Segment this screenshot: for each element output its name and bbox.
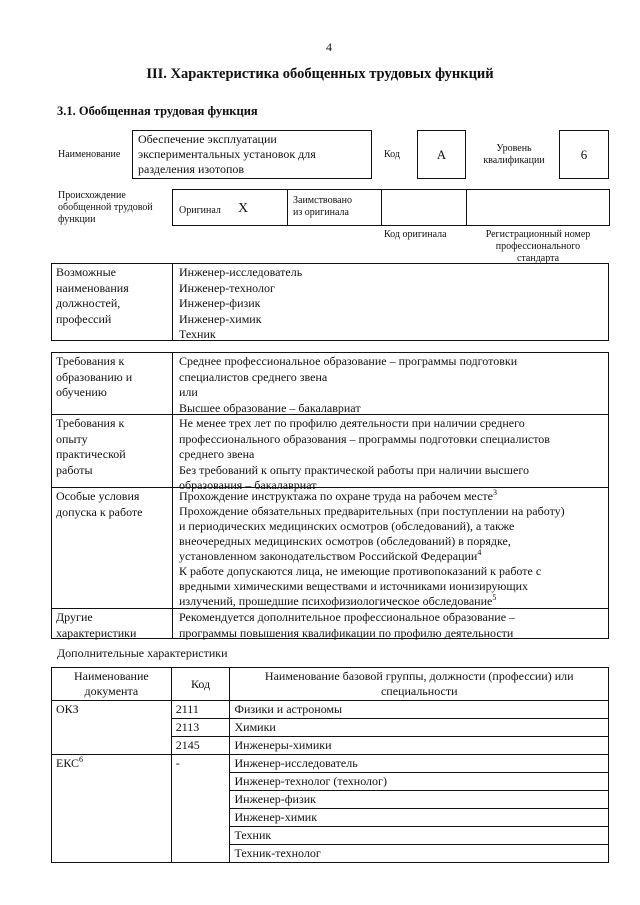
row-doc xyxy=(52,755,172,863)
special-conditions-value xyxy=(179,489,605,609)
row-doc-text: ОКЗ xyxy=(56,702,79,716)
special-conditions-line xyxy=(179,489,605,504)
row-name: Инженер-химик xyxy=(230,809,609,827)
education-label-line: образованию и xyxy=(56,369,133,384)
education-label-line: Требования к xyxy=(56,354,125,368)
special-conditions-line xyxy=(179,594,605,609)
row-code xyxy=(171,809,230,827)
header-name-line: Наименование базовой группы, должности (профессии) или xyxy=(264,669,574,683)
position-item: Инженер-физик xyxy=(179,296,261,310)
header-doc-line: Наименование xyxy=(73,669,149,683)
level-label-line: квалификации xyxy=(483,155,545,166)
original-label: Оригинал xyxy=(179,205,221,216)
function-name-line: Обеспечение эксплуатации xyxy=(138,132,277,146)
special-conditions-line: внеочередных медицинских осмотров (обследований) в порядке, xyxy=(179,534,511,548)
original-mark: X xyxy=(238,201,249,216)
other-label-line: Другие xyxy=(56,610,93,624)
footnote-ref: 5 xyxy=(492,593,497,602)
row-code xyxy=(171,845,230,863)
code-value: A xyxy=(436,147,447,162)
experience-label-line: Требования к xyxy=(56,416,125,430)
origin-label-line: обобщенной трудовой xyxy=(58,202,153,213)
additional-row xyxy=(52,755,609,773)
header-code: Код xyxy=(171,668,230,701)
qualification-level-label xyxy=(474,143,554,167)
row-code xyxy=(171,827,230,845)
origin-label-line: Происхождение xyxy=(58,190,126,201)
row-name: Инженер-исследователь xyxy=(230,755,609,773)
row-name: Физики и астрономы xyxy=(230,701,609,719)
row-name: Техник xyxy=(230,827,609,845)
additional-row xyxy=(52,701,609,719)
experience-value-line: Не менее трех лет по профилю деятельности при наличии среднего xyxy=(179,416,525,430)
header-doc xyxy=(52,668,172,701)
education-value xyxy=(179,354,605,416)
special-conditions-text: излучений, прошедшие психофизиологическое обследование xyxy=(179,594,493,608)
positions-list xyxy=(179,265,599,343)
experience-label-line: практической xyxy=(56,447,126,461)
row-code: - xyxy=(171,755,230,773)
special-conditions-text: Прохождение инструктажа по охране труда на рабочем месте xyxy=(179,489,493,503)
level-label-line: Уровень xyxy=(496,143,532,154)
function-name xyxy=(138,132,316,177)
other-label xyxy=(56,610,170,641)
row-code xyxy=(171,791,230,809)
borrowed-label-line: Заимствовано xyxy=(293,195,352,206)
other-label-line: характеристики xyxy=(56,625,137,640)
education-value-line: или xyxy=(179,385,198,399)
reg-number-caption xyxy=(468,229,608,265)
education-label xyxy=(56,354,170,401)
code-original-caption: Код оригинала xyxy=(384,229,447,240)
origin-divider xyxy=(466,189,467,226)
special-conditions-line: вредными химическими веществами и источниками ионизирующих xyxy=(179,579,529,593)
row-name: Инженер-физик xyxy=(230,791,609,809)
section-title: III. Характеристика обобщенных трудовых функций xyxy=(146,66,494,82)
origin-divider xyxy=(287,189,288,226)
experience-value-line: образования – бакалавриат xyxy=(179,478,317,492)
other-value-line: Рекомендуется дополнительное профессиональное образование – xyxy=(179,610,516,624)
positions-label-line: профессий xyxy=(56,311,112,326)
special-conditions-line: и периодических медицинских осмотров (обследований), а также xyxy=(179,519,515,533)
positions-label-line: Возможные xyxy=(56,265,116,279)
row-name: Техник-технолог xyxy=(230,845,609,863)
name-label: Наименование xyxy=(58,149,121,160)
row-code xyxy=(171,773,230,791)
special-conditions-line xyxy=(179,549,605,564)
reg-caption-line: стандарта xyxy=(516,253,560,264)
row-name: Инженеры-химики xyxy=(230,737,609,755)
position-item: Инженер-технолог xyxy=(179,280,275,295)
experience-label-line: работы xyxy=(56,462,93,477)
row-name: Химики xyxy=(230,719,609,737)
special-conditions-line: К работе допускаются лица, не имеющие противопоказаний к работе с xyxy=(179,564,542,578)
code-label: Код xyxy=(384,149,400,160)
footnote-ref: 3 xyxy=(492,488,497,497)
education-value-line: специалистов среднего звена xyxy=(179,369,328,384)
experience-value-line: Без требований к опыту практической работы при наличии высшего xyxy=(179,462,529,477)
position-item: Инженер-исследователь xyxy=(179,265,303,279)
origin-label-line: функции xyxy=(58,214,96,225)
header-name xyxy=(230,668,609,701)
special-conditions-label xyxy=(56,489,170,520)
education-value-line: Высшее образование – бакалавриат xyxy=(179,400,361,415)
borrowed-label xyxy=(293,195,352,219)
reg-caption-line: профессионального xyxy=(495,241,581,252)
experience-value-line: профессионального образования – программы подготовки специалистов xyxy=(179,431,550,446)
position-item: Инженер-химик xyxy=(179,311,262,326)
other-value xyxy=(179,610,605,641)
positions-label-line: должностей, xyxy=(56,296,121,310)
row-code: 2113 xyxy=(171,719,230,737)
footnote-ref: 4 xyxy=(477,548,482,557)
education-label-line: обучению xyxy=(56,385,107,399)
additional-title: Дополнительные характеристики xyxy=(57,646,228,660)
additional-table xyxy=(51,667,609,863)
reg-caption-line: Регистрационный номер xyxy=(485,229,591,240)
positions-label xyxy=(56,265,170,327)
positions-label-line: наименования xyxy=(56,280,129,295)
requirements-col-divider xyxy=(172,352,173,639)
other-value-line: программы повышения квалификации по профилю деятельности xyxy=(179,625,514,640)
header-doc-line: документа xyxy=(84,684,139,698)
special-conditions-line: Прохождение обязательных предварительных (при поступлении на работу) xyxy=(179,504,565,518)
special-conditions-label-line: допуска к работе xyxy=(56,504,143,519)
additional-header-row xyxy=(52,668,609,701)
position-item: Техник xyxy=(179,327,216,341)
special-conditions-text: установленном законодательством Российской Федерации xyxy=(179,549,478,563)
row-doc xyxy=(52,701,172,755)
header-name-line: специальности xyxy=(380,684,458,698)
page-number: 4 xyxy=(326,40,332,54)
row-code: 2111 xyxy=(171,701,230,719)
row-code: 2145 xyxy=(171,737,230,755)
education-value-line: Среднее профессиональное образование – программы подготовки xyxy=(179,354,518,368)
row-doc-text: ЕКС xyxy=(56,756,80,770)
positions-divider xyxy=(172,263,173,341)
level-value: 6 xyxy=(580,147,588,162)
borrowed-label-line: из оригинала xyxy=(293,207,349,218)
origin-divider xyxy=(381,189,382,226)
footnote-ref: 6 xyxy=(79,755,84,764)
special-conditions-label-line: Особые условия xyxy=(56,489,140,503)
experience-value xyxy=(179,416,605,494)
experience-value-line: среднего звена xyxy=(179,447,255,461)
subsection-title: 3.1. Обобщенная трудовая функция xyxy=(57,104,258,118)
experience-label xyxy=(56,416,170,478)
experience-label-line: опыту xyxy=(56,431,88,446)
origin-label xyxy=(58,190,153,226)
function-name-line: разделения изотопов xyxy=(138,162,245,176)
additional-rows xyxy=(52,701,609,863)
function-name-line: экспериментальных установок для xyxy=(138,147,316,161)
row-name: Инженер-технолог (технолог) xyxy=(230,773,609,791)
